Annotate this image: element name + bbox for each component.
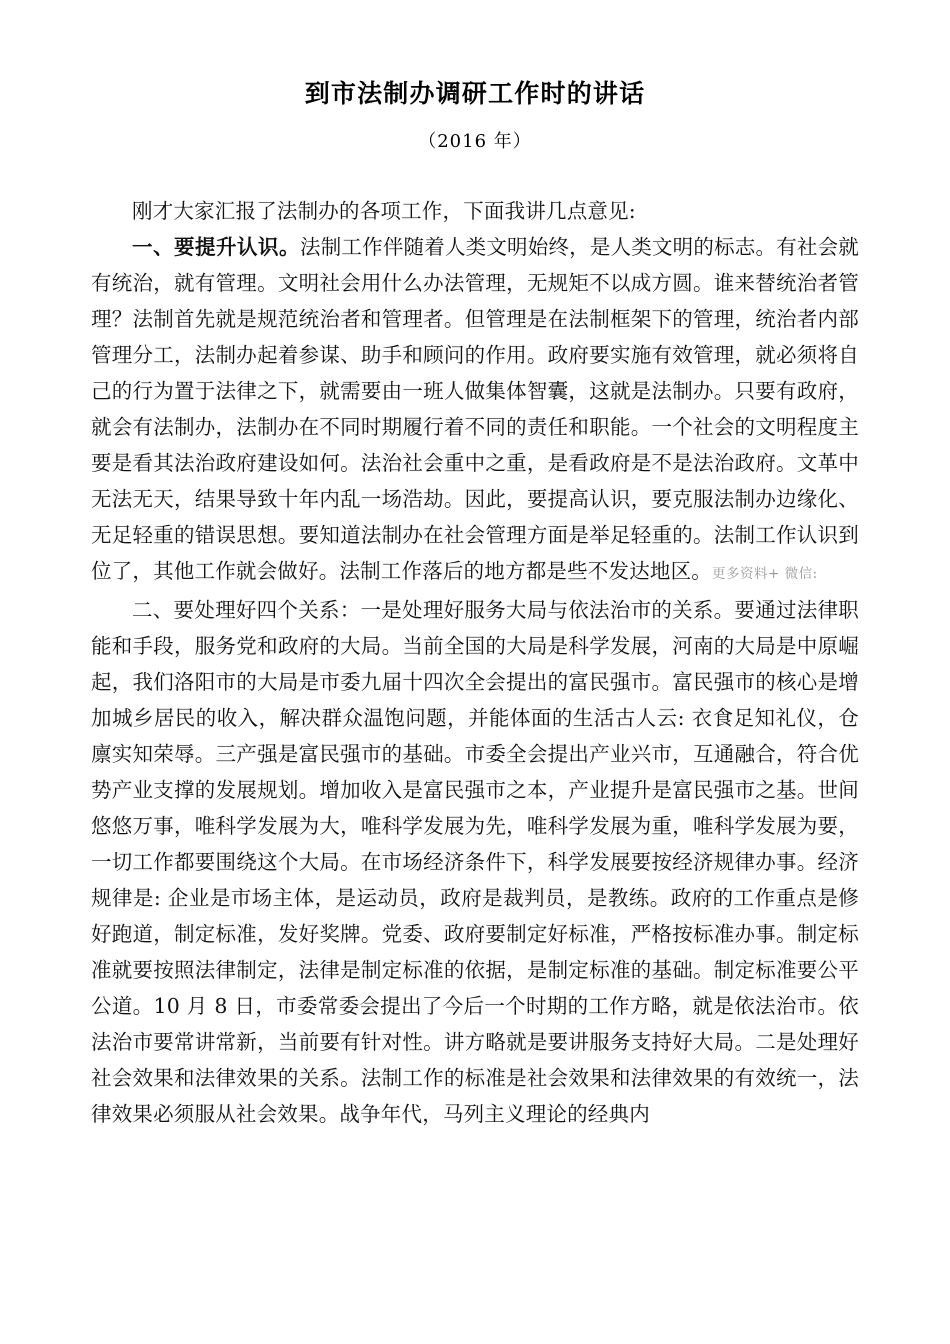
section-one-heading: 一、要提升认识。 — [132, 235, 301, 260]
page-title: 到市法制办调研工作时的讲话 — [304, 79, 646, 108]
document-subtitle: （2016 年） — [418, 131, 532, 153]
section-one-paragraph — [91, 229, 859, 592]
intro-paragraph: 刚才大家汇报了法制办的各项工作，下面我讲几点意见: — [132, 199, 636, 224]
watermark-text: 更多资料+ 微信: — [712, 566, 818, 583]
title-block — [0, 0, 950, 153]
document-body — [91, 153, 859, 1132]
section-two-paragraph: 二、要处理好四个关系：一是处理好服务大局与依法治市的关系。要通过法律职能和手段，服务党和政府的大局。当前全国的大局是科学发展，河南的大局是中原崛起，我们洛阳市的大局是市委九届十四次全会提出的富民强市。富民强市的核心是增加城乡居民的收入，解决群众温饱问题，并能体面的生活古人云: 衣食足知礼仪，仓廪实知荣辱。三产强是富民强市的基础。市委全会提出产业兴市，互通融合，符合优势产业支撑的发展规划。增加收入是富民强市之本，产业提升是富民强市之基。世间悠悠万事，唯科学发展为大，唯科学发展为先，唯科学发展为重，唯科学发展为要，一切工作都要围绕这个大局。在市场经济条件下，科学发展要按经济规律办事。经济规律是: 企业是市场主体，是运动员，政府是裁判员，是教练。政府的工作重点是修好跑道，制定标准，发好奖牌。党委、政府要制定好标准，严格按标准办事。制定标准就要按照法律制定，法律是制定标准的依据，是制定标准的基础。制定标准要公平公道。10 月 8 日，市委常委会提出了今后一个时期的工作方略，就是依法治市。依法治市要常讲常新，当前要有针对性。讲方略就是要讲服务支持好大局。二是处理好社会效果和法律效果的关系。法制工作的标准是社会效果和法律效果的有效统一，法律效果必须服从社会效果。战争年代，马列主义理论的经典内 — [91, 598, 859, 1127]
section-one-text: 法制工作伴随着人类文明始终，是人类文明的标志。有社会就有统治，就有管理。文明社会用什么办法管理，无规矩不以成方圆。谁来替统治者管理？法制首先就是规范统治者和管理者。但管理是在法制框架下的管理，统治者内部管理分工，法制办起着参谋、助手和顾问的作用。政府要实施有效管理，就必须将自己的行为置于法律之下，就需要由一班人做集体智囊，这就是法制办。只要有政府，就会有法制办，法制办在不同时期履行着不同的责任和职能。一个社会的文明程度主要是看其法治政府建设如何。法治社会重中之重，是看政府是不是法治政府。文革中无法无天，结果导致十年内乱一场浩劫。因此，要提高认识，要克服法制办边缘化、无足轻重的错误思想。要知道法制办在社会管理方面是举足轻重的。法制工作认识到位了，其他工作就会做好。法制工作落后的地方都是些不发达地区。 — [91, 235, 860, 584]
